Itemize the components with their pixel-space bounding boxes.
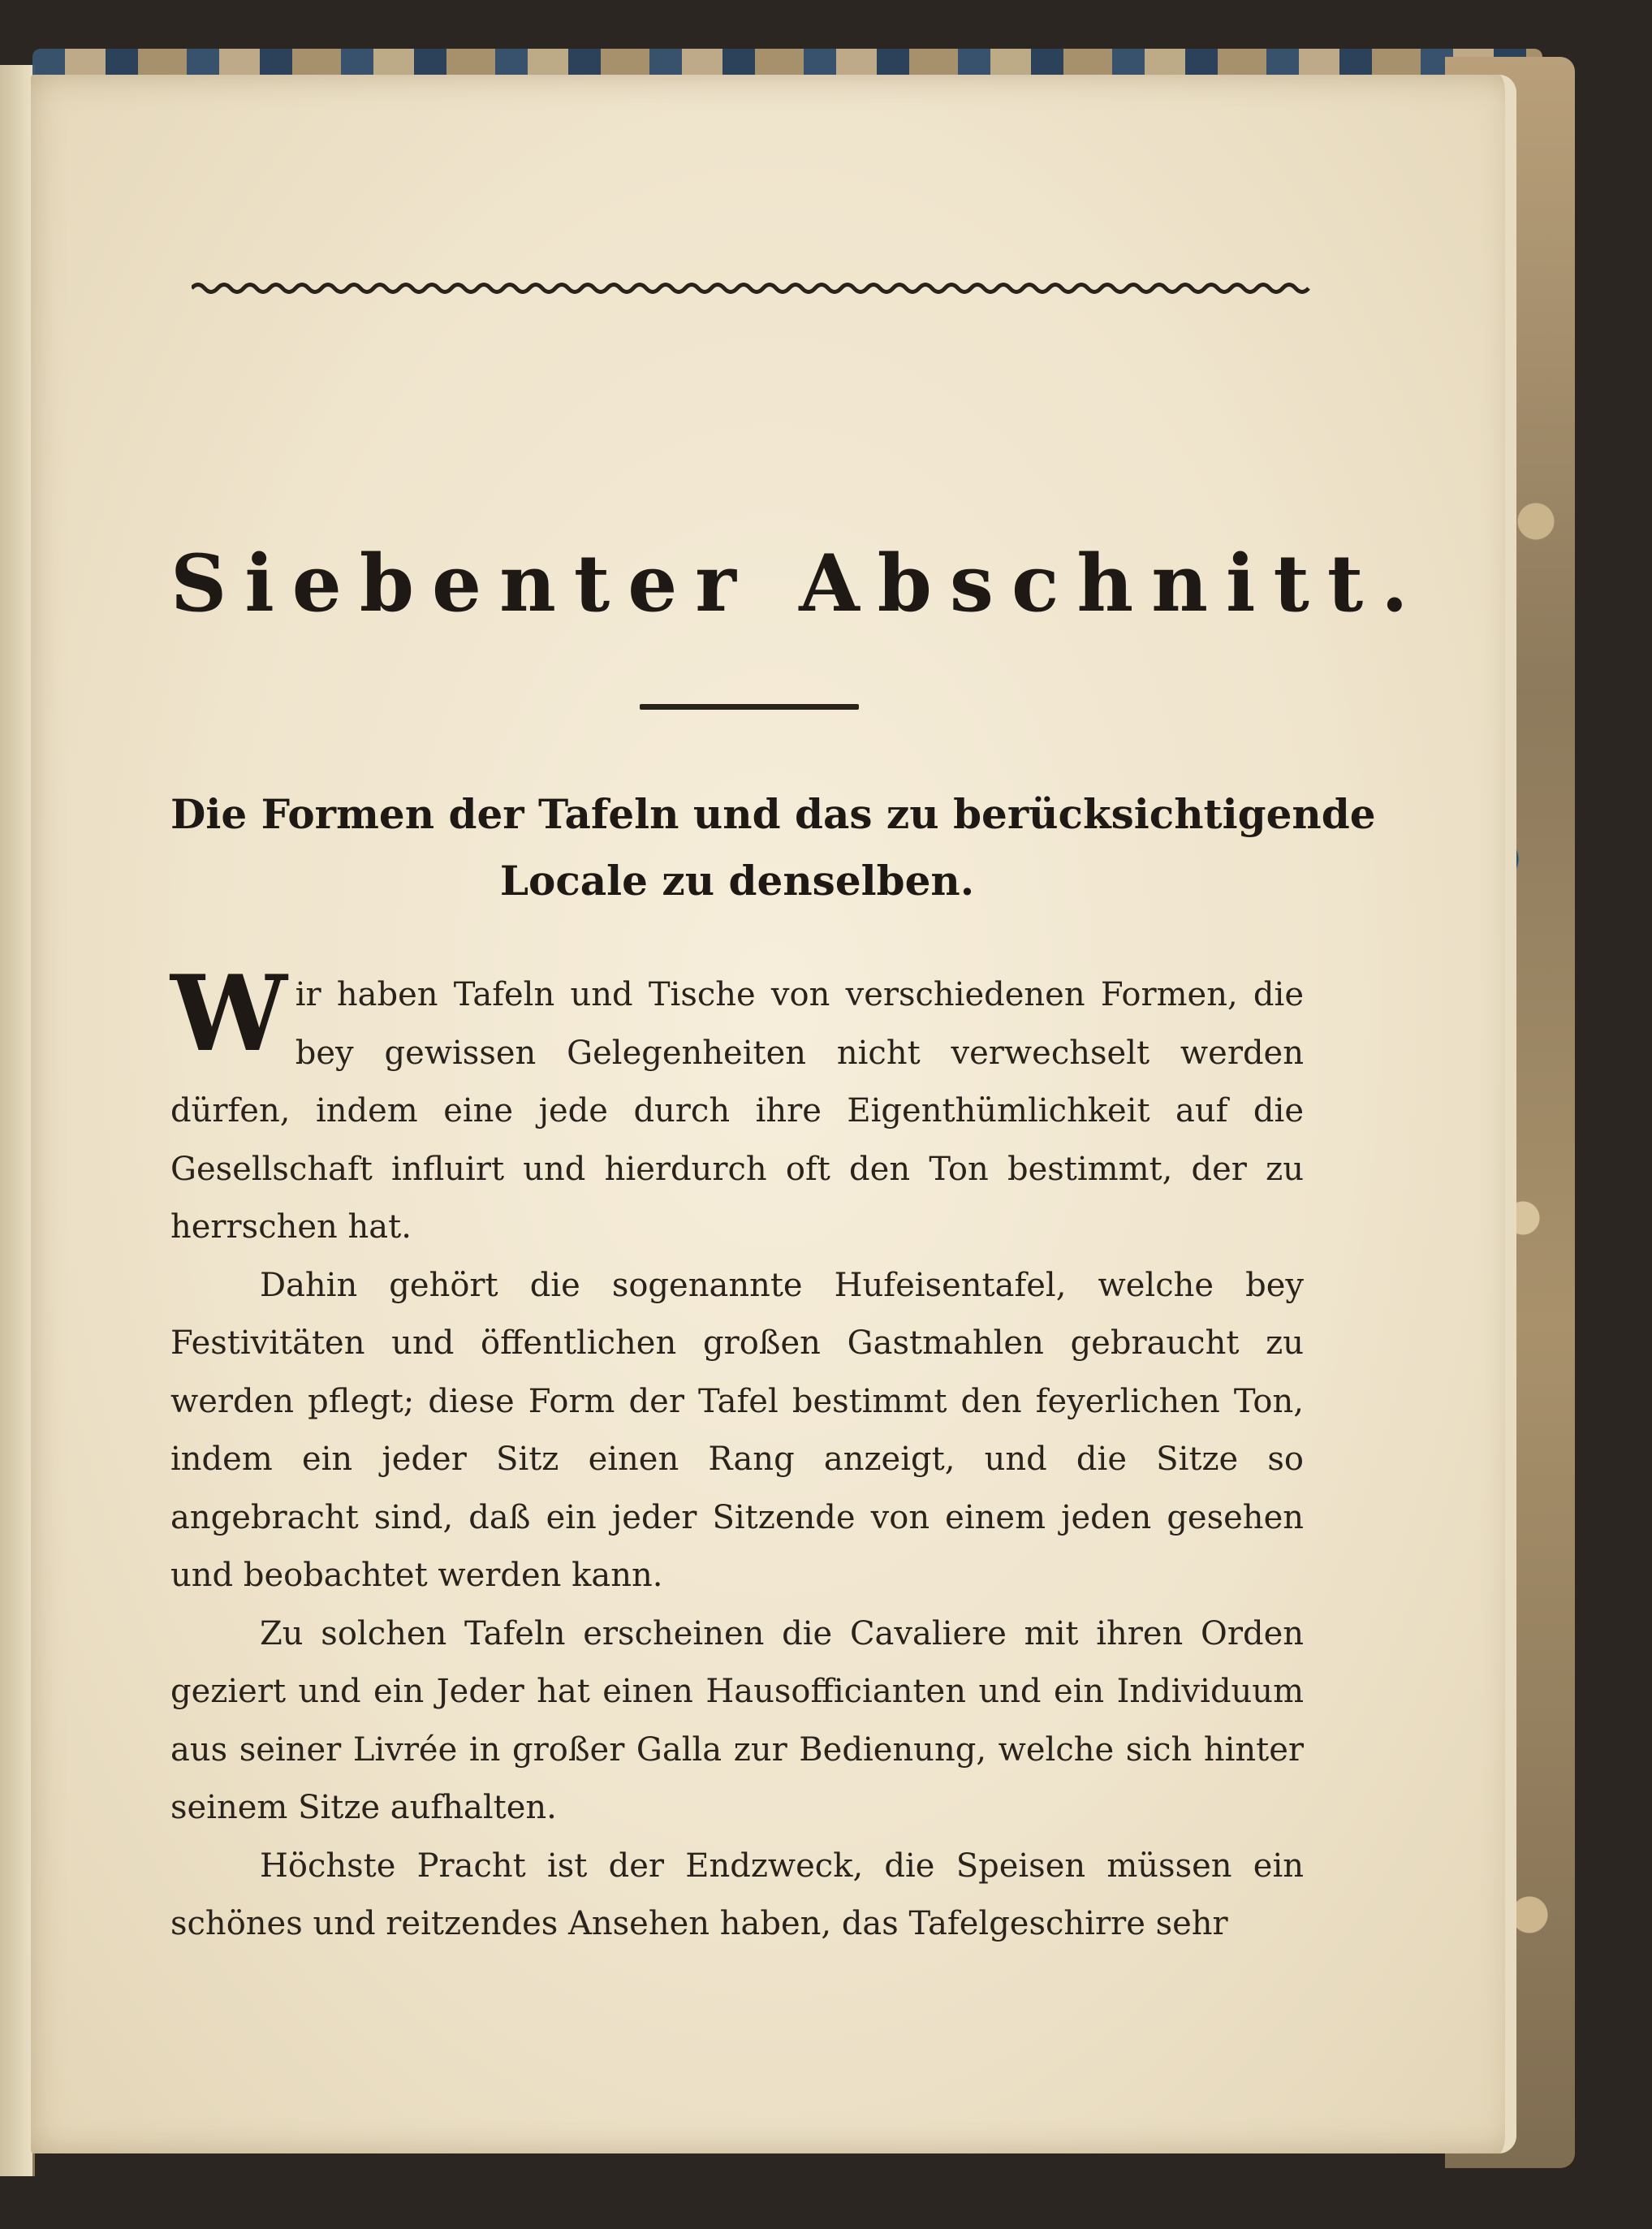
- paragraph-3: Zu solchen Tafeln erscheinen die Cavaliere mit ihren Orden geziert und ein Jeder hat einen Hausofficianten und ein Individuum aus seiner Livrée in großer Galla zur Bedienung, welche sich hinter seinem Sitze aufhalten.: [170, 1614, 1304, 1826]
- book-page: [31, 75, 1516, 2153]
- section-heading-line-2: Locale zu denselben.: [499, 857, 975, 905]
- paragraph-1: [170, 953, 1304, 1257]
- paragraph-1-text: ir haben Tafeln und Tische von verschiedenen Formen, die bey gewissen Gelegenheiten nicht verwechselt werden dürfen, indem eine jede durch ihre Eigenthümlichkeit auf die Gesellschaft influirt und hierdurch oft den Ton bestimmt, der zu herrschen hat.: [170, 976, 1304, 1246]
- paragraph-2: Dahin gehört die sogenannte Hufeisentafel, welche bey Festivitäten und öffentlichen großen Gastmahlen gebraucht zu werden pflegt; diese Form der Tafel bestimmt den feyerlichen Ton, indem ein jeder Sitz einen Rang anzeigt, und die Sitze so angebracht sind, daß ein jeder Sitzende von einem jeden gesehen und beobachtet werden kann.: [170, 1266, 1304, 1594]
- paragraph-4: Höchste Pracht ist der Endzweck, die Speisen müssen ein schönes und reitzendes Ansehen haben, das Tafelgeschirre sehr: [170, 1847, 1304, 1942]
- section-heading: [170, 781, 1376, 914]
- facing-page-edge: [0, 65, 35, 2176]
- section-heading-line-1: Die Formen der Tafeln und das zu berücksichtigende: [170, 790, 1376, 838]
- drop-cap: W: [170, 953, 287, 1075]
- chapter-title: Siebenter Abschnitt.: [170, 538, 1426, 629]
- ornamental-rule: [192, 276, 1316, 300]
- body-text: [170, 953, 1304, 1954]
- title-rule: [640, 704, 859, 710]
